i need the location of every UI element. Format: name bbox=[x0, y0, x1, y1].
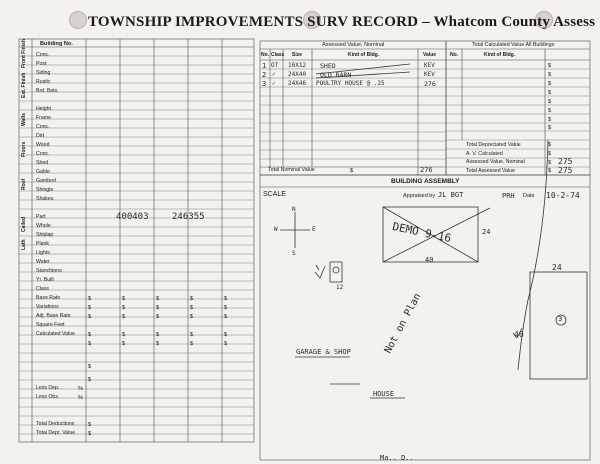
row-label: Wood bbox=[36, 142, 50, 148]
row1-size: 10X12 bbox=[288, 62, 307, 69]
col-header-value: Value bbox=[423, 52, 437, 58]
row3-class: ✓ bbox=[272, 80, 276, 87]
row3-kind: POULTRY HOUSE @ .25 bbox=[316, 80, 385, 87]
row3-value: 276 bbox=[424, 80, 436, 88]
total-nominal-dollar: $ bbox=[350, 168, 354, 174]
row-label: Brd. Bats. bbox=[36, 88, 59, 94]
row-label: Shed bbox=[36, 160, 49, 166]
col-header-size: Size bbox=[292, 52, 303, 58]
right-col-no: No. bbox=[450, 52, 459, 58]
row-label: Lights bbox=[36, 250, 50, 256]
dollar-sign: $ bbox=[122, 305, 126, 311]
appraised-by-label: Appraised by bbox=[403, 193, 436, 199]
row-label: Part bbox=[36, 214, 46, 220]
total-nominal-value: 276 bbox=[420, 166, 433, 174]
right-dollar: $ bbox=[548, 108, 552, 114]
plan-depth: 46 bbox=[514, 330, 524, 339]
dollar-sign: $ bbox=[156, 341, 160, 347]
dollar-sign: $ bbox=[88, 377, 92, 383]
dollar-sign: $ bbox=[190, 332, 194, 338]
row-label: Less Obs. bbox=[36, 394, 60, 400]
row-label: Conc. bbox=[36, 124, 50, 130]
total-calculated-title: Total Calculated Value All Buildings bbox=[472, 42, 555, 48]
right-dollar: $ bbox=[548, 63, 552, 69]
row-label: Calculated Value bbox=[36, 331, 75, 337]
dollar-sign: $ bbox=[190, 296, 194, 302]
shed-depth: 12 bbox=[336, 284, 344, 291]
row-label: Total Deductions bbox=[36, 421, 75, 427]
right-dollar: $ bbox=[548, 81, 552, 87]
date-value: 10-2-74 bbox=[546, 191, 580, 200]
footer-note: Ma.. D.. bbox=[380, 454, 414, 462]
row-label: Shingle bbox=[36, 187, 54, 193]
demo-width: 40 bbox=[425, 256, 434, 264]
row1-no: 1 bbox=[262, 62, 267, 70]
right-dollar: $ bbox=[548, 90, 552, 96]
dollar-sign: $ bbox=[88, 431, 92, 437]
garage-shop-label: GARAGE & SHOP bbox=[296, 348, 351, 356]
section-label-walls: Walls bbox=[21, 113, 27, 126]
assessed-nominal-value: 275 bbox=[558, 157, 573, 166]
dollar-sign: $ bbox=[88, 314, 92, 320]
dollar-sign: $ bbox=[88, 305, 92, 311]
compass-n: N bbox=[292, 206, 296, 213]
right-dollar: $ bbox=[548, 142, 552, 148]
house-label: HOUSE bbox=[373, 390, 395, 398]
section-label-ext-finish: Ext. Finish bbox=[21, 72, 27, 98]
assessed-value-nominal-title: Assessed Value, Nominal bbox=[322, 42, 385, 48]
row-label: Shakes bbox=[36, 196, 54, 202]
col-header-no: No. bbox=[261, 52, 270, 58]
row1-class: OT bbox=[271, 62, 279, 69]
row-label: Conc. bbox=[36, 52, 50, 58]
dollar-sign: $ bbox=[224, 296, 228, 302]
row-label: Frame bbox=[36, 115, 51, 121]
row3-no: 3 bbox=[262, 80, 267, 88]
dollar-sign: $ bbox=[88, 422, 92, 428]
part-entry-2: 246355 bbox=[172, 212, 205, 222]
row2-class: ✓ bbox=[272, 71, 276, 78]
row-label: Adj. Base Rate bbox=[36, 313, 71, 319]
section-label-front-finish: Front Finish bbox=[21, 39, 27, 68]
plan-width: 24 bbox=[552, 263, 562, 272]
dollar-sign: $ bbox=[224, 314, 228, 320]
dollar-sign: $ bbox=[190, 341, 194, 347]
total-assessed-label: Total Assessed Value bbox=[466, 168, 515, 174]
not-on-plan-note: Not on Plan bbox=[382, 291, 424, 356]
section-label-lath: Lath bbox=[21, 239, 27, 250]
demo-label: DEMO 9-16 bbox=[391, 219, 453, 246]
row-label: Conc. bbox=[36, 151, 50, 157]
right-dollar: $ bbox=[548, 151, 552, 157]
row-label: Square Feet bbox=[36, 322, 65, 328]
row-label: Gable bbox=[36, 169, 50, 175]
row-label: Rustic bbox=[36, 79, 51, 85]
dollar-sign: $ bbox=[224, 341, 228, 347]
row-label: Whole bbox=[36, 223, 51, 229]
percent-sign: % bbox=[78, 395, 83, 401]
col-header-kind: Kind of Bldg. bbox=[348, 52, 380, 58]
row2-no: 2 bbox=[262, 71, 267, 79]
row-label: Base Rate bbox=[36, 295, 61, 301]
appraiser-initials: PRH bbox=[502, 192, 515, 200]
right-dollar: $ bbox=[548, 72, 552, 78]
compass-w: W bbox=[274, 226, 278, 233]
row1-kind: SHED bbox=[320, 62, 336, 70]
row-label: Total Depr. Value bbox=[36, 430, 76, 436]
row3-size: 24X46 bbox=[288, 80, 307, 87]
right-dollar: $ bbox=[548, 160, 552, 166]
date-label: Date bbox=[523, 193, 535, 199]
row-label: Siding bbox=[36, 70, 51, 76]
dollar-sign: $ bbox=[88, 364, 92, 370]
row-label: Height bbox=[36, 106, 51, 112]
row-label: Less Dep. bbox=[36, 385, 60, 391]
right-dollar: $ bbox=[548, 168, 552, 174]
dollar-sign: $ bbox=[122, 341, 126, 347]
dollar-sign: $ bbox=[88, 341, 92, 347]
row2-kind: OLD BARN bbox=[320, 71, 352, 79]
section-label-roof: Roof bbox=[21, 178, 27, 190]
dollar-sign: $ bbox=[224, 305, 228, 311]
row-label: Shiplap bbox=[36, 232, 54, 238]
dollar-sign: $ bbox=[156, 332, 160, 338]
compass-e: E bbox=[312, 226, 316, 233]
dollar-sign: $ bbox=[190, 314, 194, 320]
total-nominal-label: Total Nominal Value bbox=[268, 167, 315, 173]
row-label: Class bbox=[36, 286, 49, 292]
row-label: Post bbox=[36, 61, 47, 67]
row-label: Variations bbox=[36, 304, 59, 310]
dollar-sign: $ bbox=[156, 314, 160, 320]
right-dollar: $ bbox=[548, 99, 552, 105]
dollar-sign: $ bbox=[122, 332, 126, 338]
col-header-class: Class bbox=[271, 52, 285, 58]
compass-s: S bbox=[292, 250, 296, 257]
section-label-ceiled: Ceiled bbox=[21, 216, 27, 232]
building-assembly-title: BUILDING ASSEMBLY bbox=[391, 178, 460, 185]
row-label: Stanchions bbox=[36, 268, 62, 274]
dollar-sign: $ bbox=[88, 332, 92, 338]
record-title: TOWNSHIP IMPROVEMENTS SURV RECORD – Whatcom County Assess bbox=[88, 14, 596, 30]
building-no-header: Building No. bbox=[40, 41, 73, 47]
dollar-sign: $ bbox=[156, 296, 160, 302]
row-label: Water bbox=[36, 259, 50, 265]
right-dollar: $ bbox=[548, 125, 552, 131]
dollar-sign: $ bbox=[122, 314, 126, 320]
total-depreciated-label: Total Depreciated Value bbox=[466, 142, 521, 148]
dollar-sign: $ bbox=[88, 296, 92, 302]
right-col-kind: Kind of Bldg. bbox=[484, 52, 516, 58]
row-label: Plank bbox=[36, 241, 49, 247]
part-entry-1: 400403 bbox=[116, 212, 149, 222]
row-label: Dirt bbox=[36, 133, 45, 139]
dollar-sign: $ bbox=[156, 305, 160, 311]
dollar-sign: $ bbox=[190, 305, 194, 311]
row2-value: KEV bbox=[424, 71, 435, 78]
right-dollar: $ bbox=[548, 117, 552, 123]
row-label: Yr. Built bbox=[36, 277, 54, 283]
dollar-sign: $ bbox=[224, 332, 228, 338]
assessed-nominal-label: Assessed Value, Nominal bbox=[466, 159, 525, 165]
scale-label: SCALE bbox=[263, 191, 286, 198]
row1-value: KEV bbox=[424, 62, 435, 69]
section-label-floors: Floors bbox=[21, 141, 27, 157]
appraised-by-value: JL BGT bbox=[438, 191, 464, 199]
av-calculated-label: A. V. Calculated bbox=[466, 151, 503, 157]
dollar-sign: $ bbox=[122, 296, 126, 302]
demo-depth: 24 bbox=[482, 228, 491, 236]
total-assessed-value: 275 bbox=[558, 166, 573, 175]
plan-number: 3 bbox=[558, 315, 563, 323]
row-label: Gambrel bbox=[36, 178, 56, 184]
percent-sign: % bbox=[78, 386, 83, 392]
row2-size: 24X40 bbox=[288, 71, 307, 78]
